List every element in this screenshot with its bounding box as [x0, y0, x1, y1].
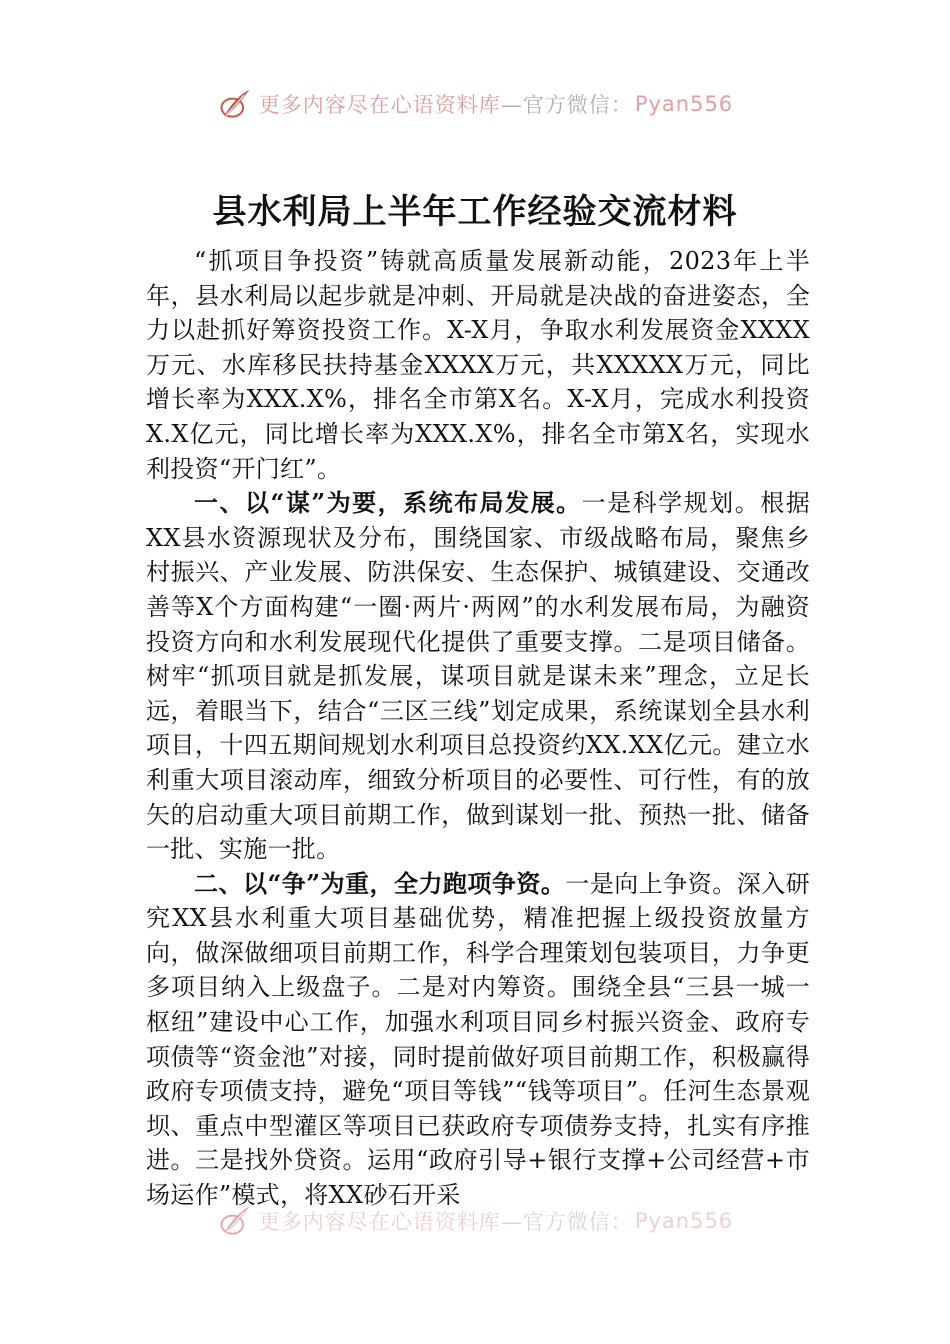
section-heading: 二、以“争”为重，全力跑项争资。	[194, 868, 566, 898]
feather-pen-logo-icon	[217, 1203, 253, 1239]
paragraph-section-2	[146, 867, 810, 1213]
watermark-main-text: 更多内容尽在心语资料库	[258, 93, 501, 117]
watermark-header	[0, 84, 950, 124]
watermark-footer	[0, 1204, 950, 1238]
paragraph-section-1	[146, 486, 810, 867]
paragraph-text: “抓项目争投资”铸就高质量发展新动能，2023年上半年，县水利局以起步就是冲刺、开局就是决战的奋进姿态，全力以赴抓好筹资投资工作。X-X月，争取水利发展资金XXXX万元、水库移民扶持基金XXXX万元，共XXXXX万元，同比增长率为XXX.X%，排名全市第X名。X-X月，完成水利投资X.X亿元，同比增长率为XXX.X%，排名全市第X名，实现水利投资“开门红”。	[146, 247, 810, 483]
watermark-wechat-id: Pyan556	[634, 92, 734, 116]
section-heading: 一、以“谋”为要，系统布局发展。	[194, 488, 582, 518]
paragraph-text: 一是向上争资。深入研究XX县水利重大项目基础优势，精准把握上级投资放量方向，做深做细项目前期工作，科学合理策划包装项目，力争更多项目纳入上级盘子。二是对内筹资。围绕全县“三县一城一枢纽”建设中心工作，加强水利项目同乡村振兴资金、政府专项债等“资金池”对接，同时提前做好项目前期工作，积极赢得政府专项债支持，避免“项目等钱”“钱等项目”。任河生态景观坝、重点中型灌区等项目已获政府专项债券支持，扎实有序推进。三是找外贷资。运用“政府引导+银行支撑+公司经营+市场运作”模式，将XX砂石开采	[146, 869, 810, 1210]
watermark-wechat-id: Pyan556	[634, 1209, 734, 1233]
feather-pen-logo-icon	[217, 86, 253, 122]
document-title: 县水利局上半年工作经验交流材料	[212, 192, 738, 232]
watermark-wechat-text: —官方微信：	[500, 93, 633, 117]
paragraph-text: 一是科学规划。根据XX县水资源现状及分布，围绕国家、市级战略布局，聚焦乡村振兴、产业发展、防洪保安、生态保护、城镇建设、交通改善等X个方面构建“一圈·两片·两网”的水利发展布局，为融资投资方向和水利发展现代化提供了重要支撑。二是项目储备。树牢“抓项目就是抓发展，谋项目就是谋未来”理念，立足长远，着眼当下，结合“三区三线”划定成果，系统谋划全县水利项目，十四五期间规划水利项目总投资约XX.XX亿元。建立水利重大项目滚动库，细致分析项目的必要性、可行性，有的放矢的启动重大项目前期工作，做到谋划一批、预热一批、储备一批、实施一批。	[146, 489, 810, 864]
watermark-main-text: 更多内容尽在心语资料库	[258, 1210, 501, 1234]
paragraph-intro	[146, 244, 810, 486]
document-body	[146, 244, 810, 1213]
watermark-wechat-text: —官方微信：	[500, 1210, 633, 1234]
